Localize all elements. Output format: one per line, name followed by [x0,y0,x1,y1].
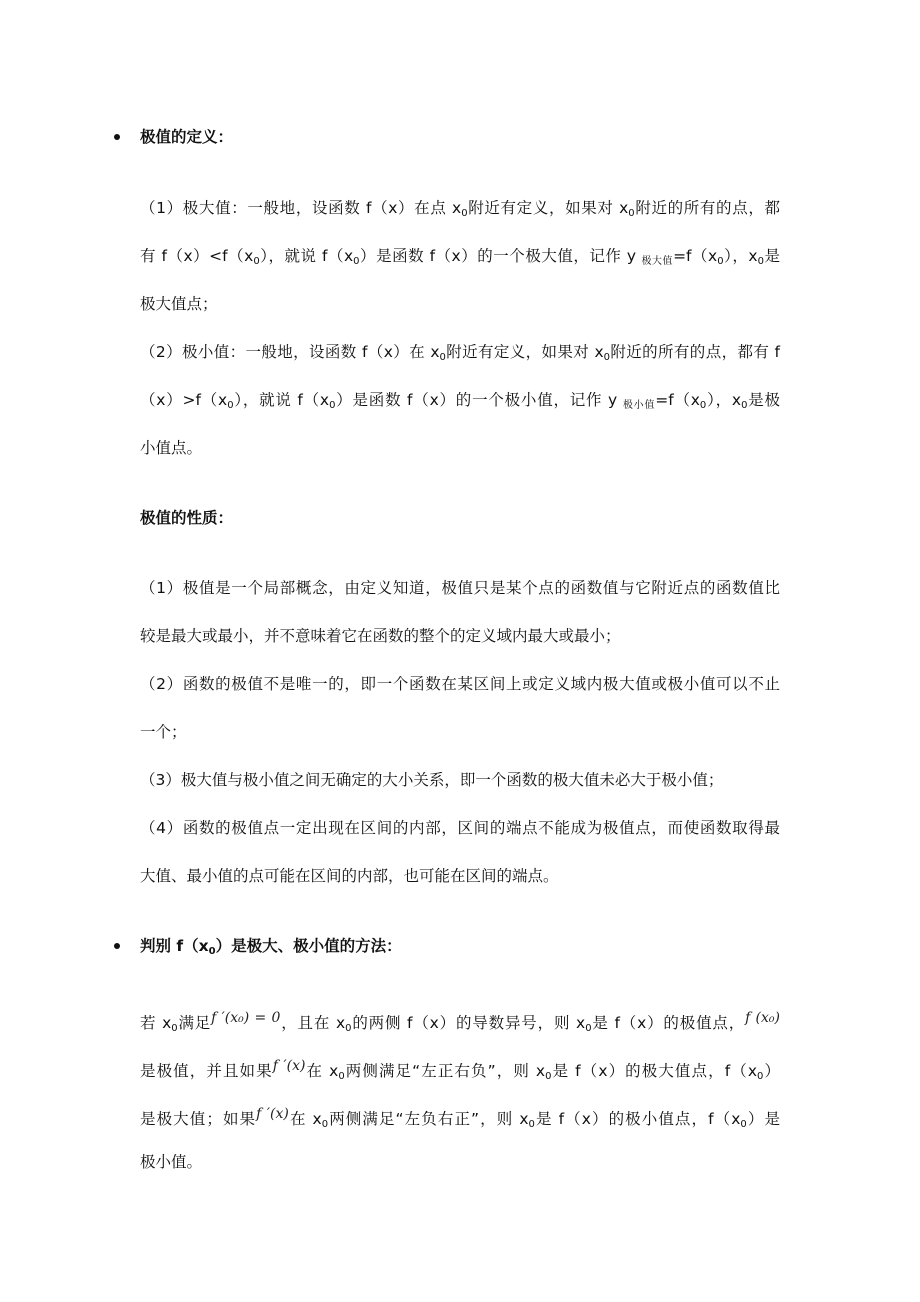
text-run: 是极值，并且如果 [140,1062,273,1080]
text-run: （1）极大值：一般地，设函数 f（x）在点 x [140,199,462,217]
paragraph-line [140,866,559,886]
paragraph-line [140,578,780,598]
paragraph-line [140,1152,202,1172]
paragraph-line [140,438,202,458]
text-run: 满足 [177,1014,212,1032]
text-run: ） [763,1062,780,1080]
subscript: 0 [439,352,446,363]
text-run: （2）函数的极值不是唯一的，即一个函数在某区间上或定义域内极大值或极小值可以不止 [140,675,780,693]
text-run: （1）极值是一个局部概念，由定义知道，极值只是某个点的函数值与它附近点的函数值比 [140,579,780,597]
paragraph-line [140,342,780,368]
text-run: ，且在 x [280,1014,346,1032]
math-formula: f ′(x₀) = 0 [211,1010,281,1026]
text-run: 较是最大或最小，并不意味着它在函数的整个的定义域内最大或最小； [140,627,621,645]
text-run: 一个； [140,723,187,741]
text-run: 附近有定义，如果对 x [467,199,629,217]
subscript: 0 [585,1023,592,1034]
subscript: 0 [757,256,764,267]
text-run: 极大值点； [140,295,218,313]
paragraph-line [140,1104,780,1135]
text-run: （3）极大值与极小值之间无确定的大小关系，即一个函数的极大值未必大于极小值； [140,771,724,789]
text-run: 是极大值；如果 [140,1110,257,1128]
subscript: 0 [699,400,707,411]
math-formula: f ′(x) [256,1106,289,1122]
text-run: 的两侧 f（x）的导数异号，则 x [351,1014,586,1032]
text-run: 若 x [140,1014,172,1032]
subscript: 0 [345,1023,352,1034]
text-run: 小值点。 [140,439,203,457]
text-run: ），就说 f（x [233,391,330,409]
subscript: 0 [717,256,724,267]
bullet-icon [114,943,120,949]
subscript: 0 [338,1071,345,1082]
text-run: 附近有定义，如果对 x [445,343,604,361]
text-run: 极值的定义： [140,128,234,146]
paragraph-line [140,626,621,646]
subscript-label: 极大值 [641,256,674,267]
subscript: 0 [461,208,468,219]
section-heading [140,508,233,528]
subscript: 0 [740,1119,747,1130]
text-run: （x）>f（x [140,391,228,409]
text-run: 是 f（x）的极小值点，f（x [534,1110,741,1128]
math-formula: f (x₀) [745,1010,780,1026]
bullet-icon [114,134,120,140]
text-run: （4）函数的极值点一定出现在区间的内部，区间的端点不能成为极值点，而使函数取得最 [140,819,780,837]
text-run: 附近的所有的点，都有 f [610,343,780,361]
subscript: 0 [628,208,635,219]
text-run: （2）极小值：一般地，设函数 f（x）在 x [140,343,440,361]
paragraph-line [140,770,723,790]
text-run: ），x [723,247,758,265]
text-run: =f（x [673,247,718,265]
subscript: 0 [528,1119,535,1130]
paragraph-line [140,294,218,314]
subscript: 0 [353,256,360,267]
text-run: ）是函数 f（x）的一个极大值，记作 y [359,247,642,265]
text-run: ），x [706,391,742,409]
subscript: 0 [253,256,260,267]
text-run: ）是函数 f（x）的一个极小值，记作 y [335,391,623,409]
text-run: ）是 [746,1110,780,1128]
text-run: 在 x [288,1110,322,1128]
paragraph-line [140,246,780,272]
math-formula: f ′(x) [272,1058,306,1074]
subscript: 0 [603,352,611,363]
text-run: ），就说 f（x [259,247,354,265]
section-heading [140,936,402,962]
subscript: 0 [741,400,748,411]
paragraph-line [140,722,187,742]
paragraph-line [140,1056,780,1087]
subscript: 0 [757,1071,764,1082]
text-run: 极值的性质： [140,509,234,527]
subscript: 0 [227,400,234,411]
text-run: 大值、最小值的点可能在区间的内部，也可能在区间的端点。 [140,867,559,885]
paragraph-line [140,390,780,416]
text-run: 是 f（x）的极大值点，f（x [551,1062,758,1080]
subscript: 0 [545,1071,552,1082]
text-run: 判别 f（x [140,937,209,955]
subscript-label: 极小值 [622,400,656,411]
text-run: 两侧满足“左正右负”，则 x [344,1062,546,1080]
subscript: 0 [208,946,216,957]
subscript: 0 [171,1023,178,1034]
section-heading [140,127,233,147]
text-run: 两侧满足“左负右正”，则 x [328,1110,529,1128]
text-run: 是 [763,247,780,265]
text-run: 有 f（x）<f（x [140,247,254,265]
paragraph-line [140,818,780,838]
subscript: 0 [321,1119,329,1130]
text-run: 极小值。 [140,1153,203,1171]
text-run: 在 x [305,1062,339,1080]
paragraph-line [140,674,780,694]
paragraph-line [140,1008,780,1039]
text-run: 是极 [747,391,780,409]
subscript: 0 [329,400,336,411]
paragraph-line [140,198,780,224]
text-run: 附近的所有的点，都 [634,199,780,217]
text-run: 是 f（x）的极值点， [591,1014,746,1032]
text-run: ）是极大、极小值的方法： [215,937,402,955]
text-run: =f（x [655,391,700,409]
